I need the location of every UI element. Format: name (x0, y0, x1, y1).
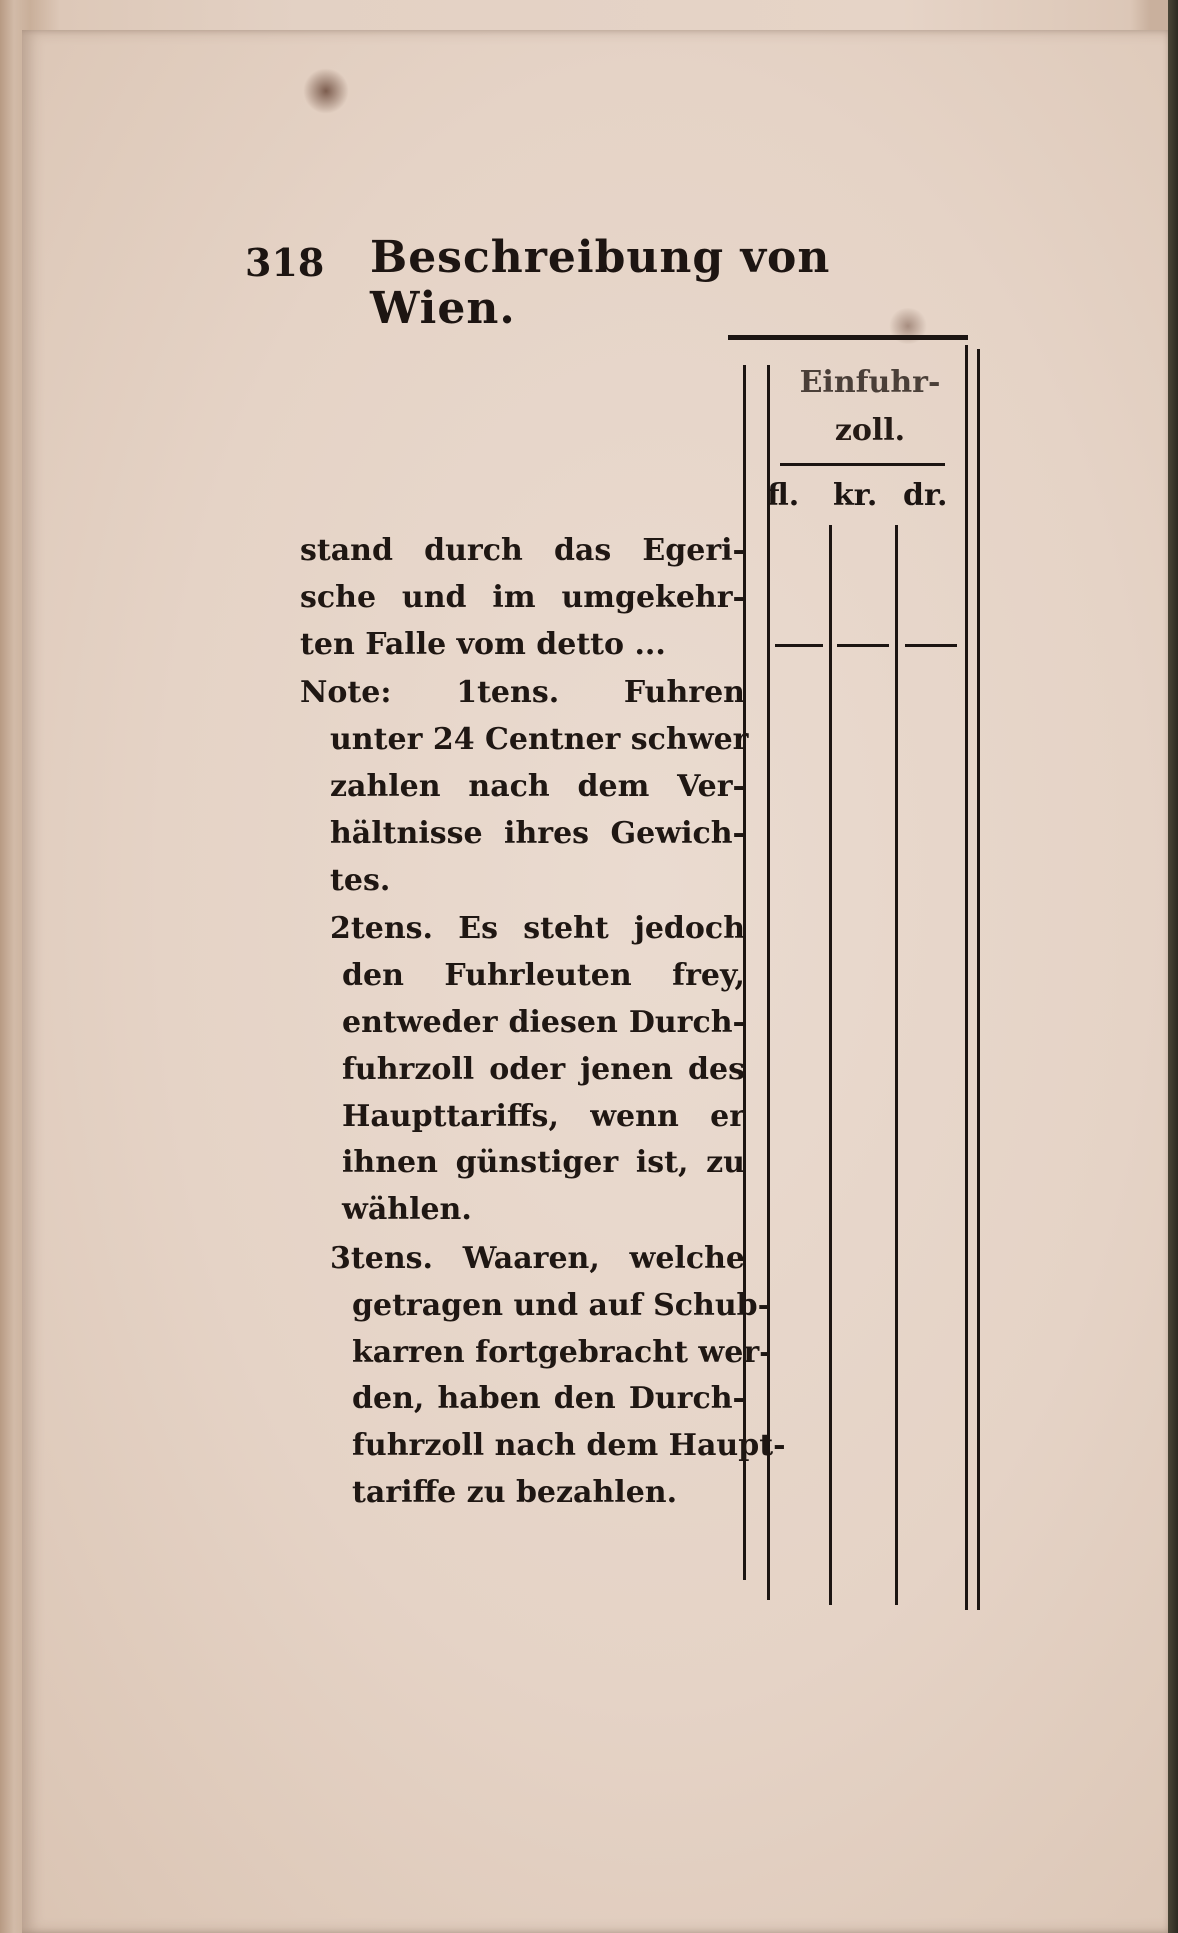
text-line: 2tens. Es steht jedoch (330, 911, 745, 947)
paragraph-note-3 (300, 1236, 786, 1517)
text-line: unter 24 Centner schwer (330, 722, 749, 758)
text-line: Haupttariffs, wenn er (342, 1098, 745, 1134)
text-line: wählen. (342, 1192, 472, 1228)
heading-rule (780, 463, 945, 466)
unit-florin: fl. (767, 478, 800, 513)
text-line: 3tens. Waaren, welche (330, 1240, 745, 1276)
entry-dash-florin (775, 644, 823, 647)
text-line: ihnen günstiger ist, zu (342, 1145, 745, 1181)
text-line: zahlen nach dem Ver- (330, 768, 745, 804)
running-header (245, 232, 905, 334)
column-title (785, 413, 955, 448)
column-divider (895, 525, 898, 1605)
text-line: stand durch das Egeri- (300, 533, 745, 568)
text-line: getragen und auf Schub- (352, 1287, 771, 1323)
text-line: fuhrzoll nach dem Haupt- (352, 1428, 786, 1464)
body-text (300, 528, 786, 1517)
paragraph-note-2 (300, 906, 745, 1234)
unit-kreuzer: kr. (833, 478, 878, 513)
table-left-border (767, 365, 770, 1600)
text-line: sche und im umgekehr- (300, 579, 745, 615)
paragraph-note-1 (300, 670, 749, 904)
text-line: entweder diesen Durch- (342, 1004, 745, 1040)
text-line: tes. (330, 862, 391, 898)
table-right-border (977, 349, 980, 1610)
text-line: tariffe zu bezahlen. (352, 1474, 678, 1510)
entry-dash-kreuzer (837, 644, 889, 647)
toll-table (725, 335, 985, 1610)
entry-dash-denar (905, 644, 957, 647)
text-line: den, haben den Durch- (352, 1381, 745, 1417)
ink-stain (303, 68, 349, 114)
column-divider (829, 525, 832, 1605)
table-right-border (965, 345, 968, 1610)
unit-denar: dr. (903, 478, 948, 513)
table-top-rule (728, 335, 968, 340)
column-title (785, 365, 955, 400)
page-number: 318 (245, 240, 325, 285)
column-title-line2: zoll. (834, 413, 906, 448)
text-line: den Fuhrleuten frey, (342, 958, 745, 994)
text-line: karren fortgebracht wer- (352, 1334, 772, 1370)
running-title: Beschreibung von Wien. (370, 232, 831, 334)
column-title-line1: Einfuhr- (799, 365, 941, 400)
text-line: ten Falle vom detto ... (300, 626, 666, 662)
text-line: hältnisse ihres Gewich- (330, 815, 745, 851)
text-line: fuhrzoll oder jenen des (342, 1051, 745, 1087)
book-edge (1168, 0, 1178, 1933)
text-line: Note: 1tens. Fuhren (300, 675, 745, 711)
paragraph (300, 528, 745, 668)
